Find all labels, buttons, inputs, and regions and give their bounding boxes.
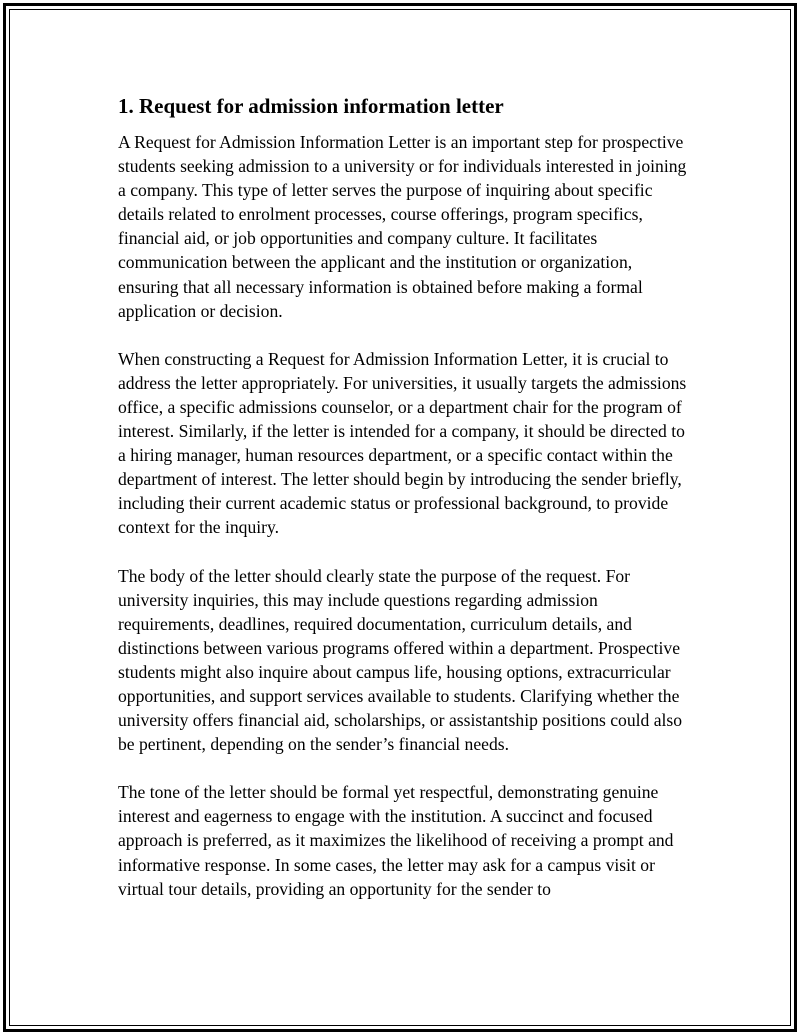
paragraph-body-content: The body of the letter should clearly state the purpose of the request. For university inquiries, this may include questions regarding admission requirements, deadlines, required documentation, curriculum details, and distinctions between various programs offered within a department. Prospective students might also inquire about campus life, housing options, extracurricular opportunities, and support services available to students. Clarifying whether the university offers financial aid, scholarships, or assistantship positions could also be pertinent, depending on the sender’s financial needs. [118, 565, 683, 755]
document-body [118, 92, 690, 925]
paragraph-tone: The tone of the letter should be formal yet respectful, demonstrating genuine interest and eagerness to engage with the institution. A succinct and focused approach is preferred, as it maximizes the likelihood of receiving a prompt and informative response. In some cases, the letter may ask for a campus visit or virtual tour details, providing an opportunity for the sender to [118, 782, 674, 899]
paragraph-introduction: A Request for Admission Information Letter is an important step for prospective students seeking admission to a university or for individuals interested in joining a company. This type of letter serves the purpose of inquiring about specific details related to enrolment processes, course offerings, program specifics, financial aid, or job opportunities and company culture. It facilitates communication between the applicant and the institution or organization, ensuring that all necessary information is obtained before making a formal application or decision. [118, 132, 687, 321]
paragraph-addressing: When constructing a Request for Admission Information Letter, it is crucial to address the letter appropriately. For universities, it usually targets the admissions office, a specific admissions counselor, or a department chair for the program of interest. Similarly, if the letter is intended for a company, it should be directed to a hiring manager, human resources department, or a specific contact within the department of interest. The letter should begin by introducing the sender briefly, including their current academic status or professional background, to provide context for the inquiry. [118, 348, 687, 538]
section-heading: 1. Request for admission information letter [118, 94, 504, 118]
